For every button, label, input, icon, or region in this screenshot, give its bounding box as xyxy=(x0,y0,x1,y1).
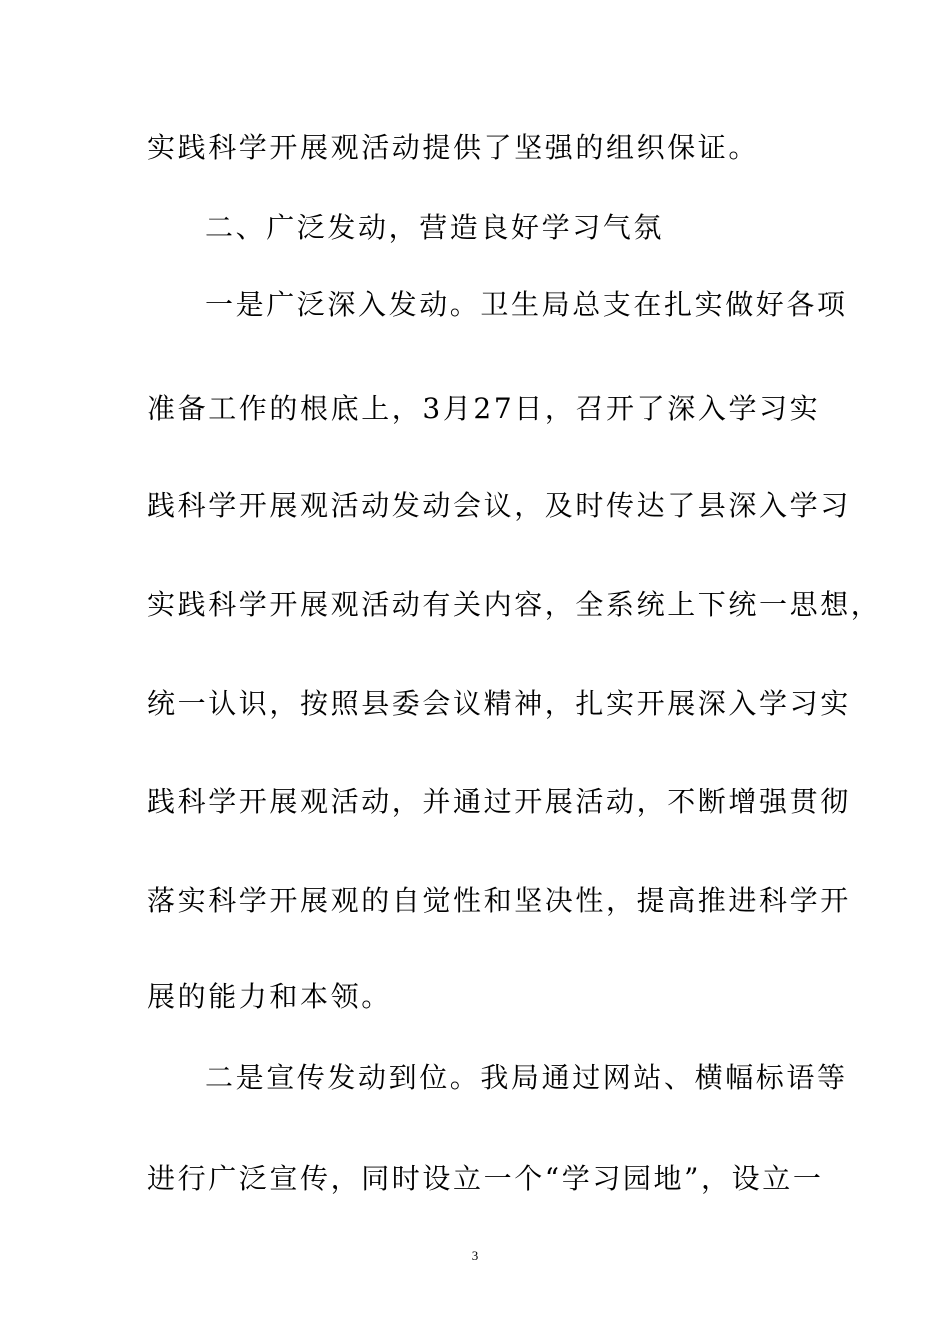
text-line-1: 实践科学开展观活动提供了坚强的组织保证。 xyxy=(147,131,760,164)
text-line-5: 践科学开展观活动发动会议，及时传达了县深入学习 xyxy=(147,489,851,522)
text-line-7: 统一认识，按照县委会议精神，扎实开展深入学习实 xyxy=(147,687,851,720)
text-line-4: 准备工作的根底上，3月27日，召开了深入学习实 xyxy=(147,392,821,425)
page-number: 3 xyxy=(471,1248,479,1263)
text-line-9: 落实科学开展观的自觉性和坚决性，提高推进科学开 xyxy=(147,884,851,917)
text-line-8: 践科学开展观活动，并通过开展活动，不断增强贯彻 xyxy=(147,785,851,818)
text-line-6: 实践科学开展观活动有关内容，全系统上下统一思想， xyxy=(147,588,882,621)
text-line-3: 一是广泛深入发动。卫生局总支在扎实做好各项 xyxy=(205,288,848,321)
text-line-10: 展的能力和本领。 xyxy=(147,980,392,1013)
text-line-11: 二是宣传发动到位。我局通过网站、横幅标语等 xyxy=(205,1061,848,1094)
section-heading: 二、广泛发动，营造良好学习气氛 xyxy=(205,211,665,244)
text-line-12: 进行广泛宣传，同时设立一个“学习园地”，设立一 xyxy=(147,1162,824,1195)
